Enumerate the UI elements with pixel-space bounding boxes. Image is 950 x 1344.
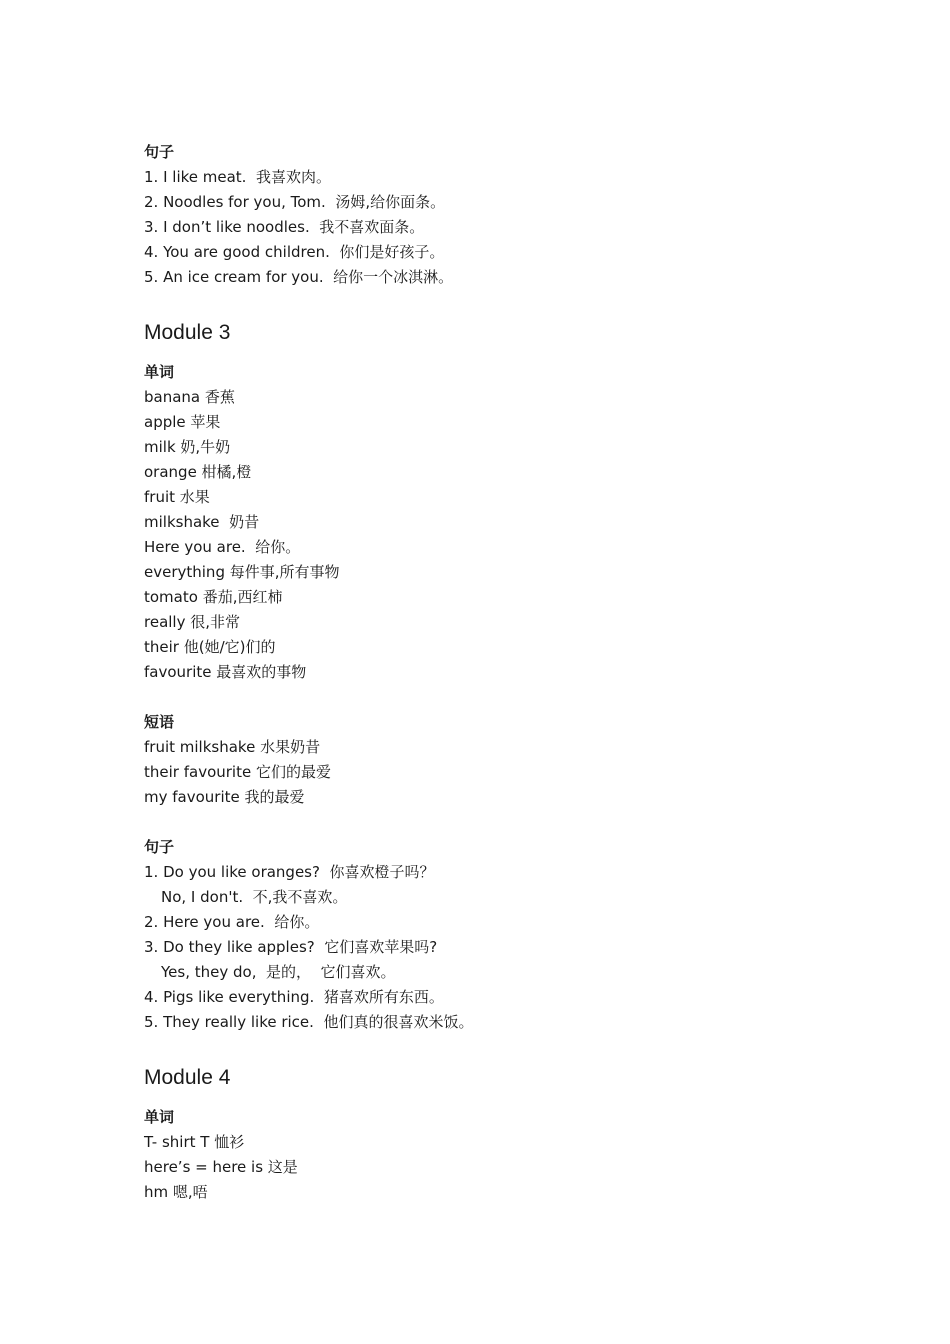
sentence-item: 1. I like meat. 我喜欢肉。 xyxy=(144,168,331,186)
word-item: really 很,非常 xyxy=(144,613,241,631)
sentence-item: 2. Noodles for you, Tom. 汤姆,给你面条。 xyxy=(144,193,446,211)
module3-section xyxy=(144,318,844,1035)
word-item: tomato 番茄,西红柿 xyxy=(144,588,283,606)
sentence-item: 1. Do you like oranges? 你喜欢橙子吗？ xyxy=(144,863,435,881)
word-item: T- shirt T 恤衫 xyxy=(144,1133,245,1151)
word-item: fruit 水果 xyxy=(144,488,210,506)
word-item: their 他(她/它)们的 xyxy=(144,638,276,656)
sentence-item: 2. Here you are. 给你。 xyxy=(144,913,320,931)
sentence-answer: No, I don't. 不,我不喜欢。 xyxy=(161,888,348,906)
word-item: everything 每件事,所有事物 xyxy=(144,563,340,581)
word-item: milkshake 奶昔 xyxy=(144,513,260,531)
sentence-item: 4. You are good children. 你们是好孩子。 xyxy=(144,243,445,261)
sentence-answer: Yes, they do, 是的， 它们喜欢。 xyxy=(161,963,396,981)
sentence-item: 3. I don’t like noodles. 我不喜欢面条。 xyxy=(144,218,425,236)
word-item: milk 奶,牛奶 xyxy=(144,438,231,456)
phrase-item: their favourite 它们的最爱 xyxy=(144,763,331,781)
words-heading: 单词 xyxy=(144,363,175,381)
words-heading: 单词 xyxy=(144,1108,175,1126)
document-page xyxy=(144,140,844,1205)
word-item: here’s = here is 这是 xyxy=(144,1158,298,1176)
word-item: Here you are. 给你。 xyxy=(144,538,301,556)
sentences-heading: 句子 xyxy=(144,143,175,161)
module4-section xyxy=(144,1063,844,1205)
phrases-heading: 短语 xyxy=(144,713,175,731)
word-item: favourite 最喜欢的事物 xyxy=(144,663,307,681)
sentences-heading: 句子 xyxy=(144,838,175,856)
module-title: Module 4 xyxy=(144,1066,231,1089)
phrase-item: my favourite 我的最爱 xyxy=(144,788,305,806)
word-item: banana 香蕉 xyxy=(144,388,235,406)
section-module2-sentences xyxy=(144,140,844,290)
sentence-item: 4. Pigs like everything. 猪喜欢所有东西。 xyxy=(144,988,444,1006)
phrase-item: fruit milkshake 水果奶昔 xyxy=(144,738,321,756)
sentence-item: 5. They really like rice. 他们真的很喜欢米饭。 xyxy=(144,1013,474,1031)
word-item: hm 嗯,唔 xyxy=(144,1183,208,1201)
sentence-item: 3. Do they like apples? 它们喜欢苹果吗? xyxy=(144,938,438,956)
word-item: apple 苹果 xyxy=(144,413,221,431)
word-item: orange 柑橘,橙 xyxy=(144,463,252,481)
sentence-item: 5. An ice cream for you. 给你一个冰淇淋。 xyxy=(144,268,454,286)
module-title: Module 3 xyxy=(144,321,231,344)
